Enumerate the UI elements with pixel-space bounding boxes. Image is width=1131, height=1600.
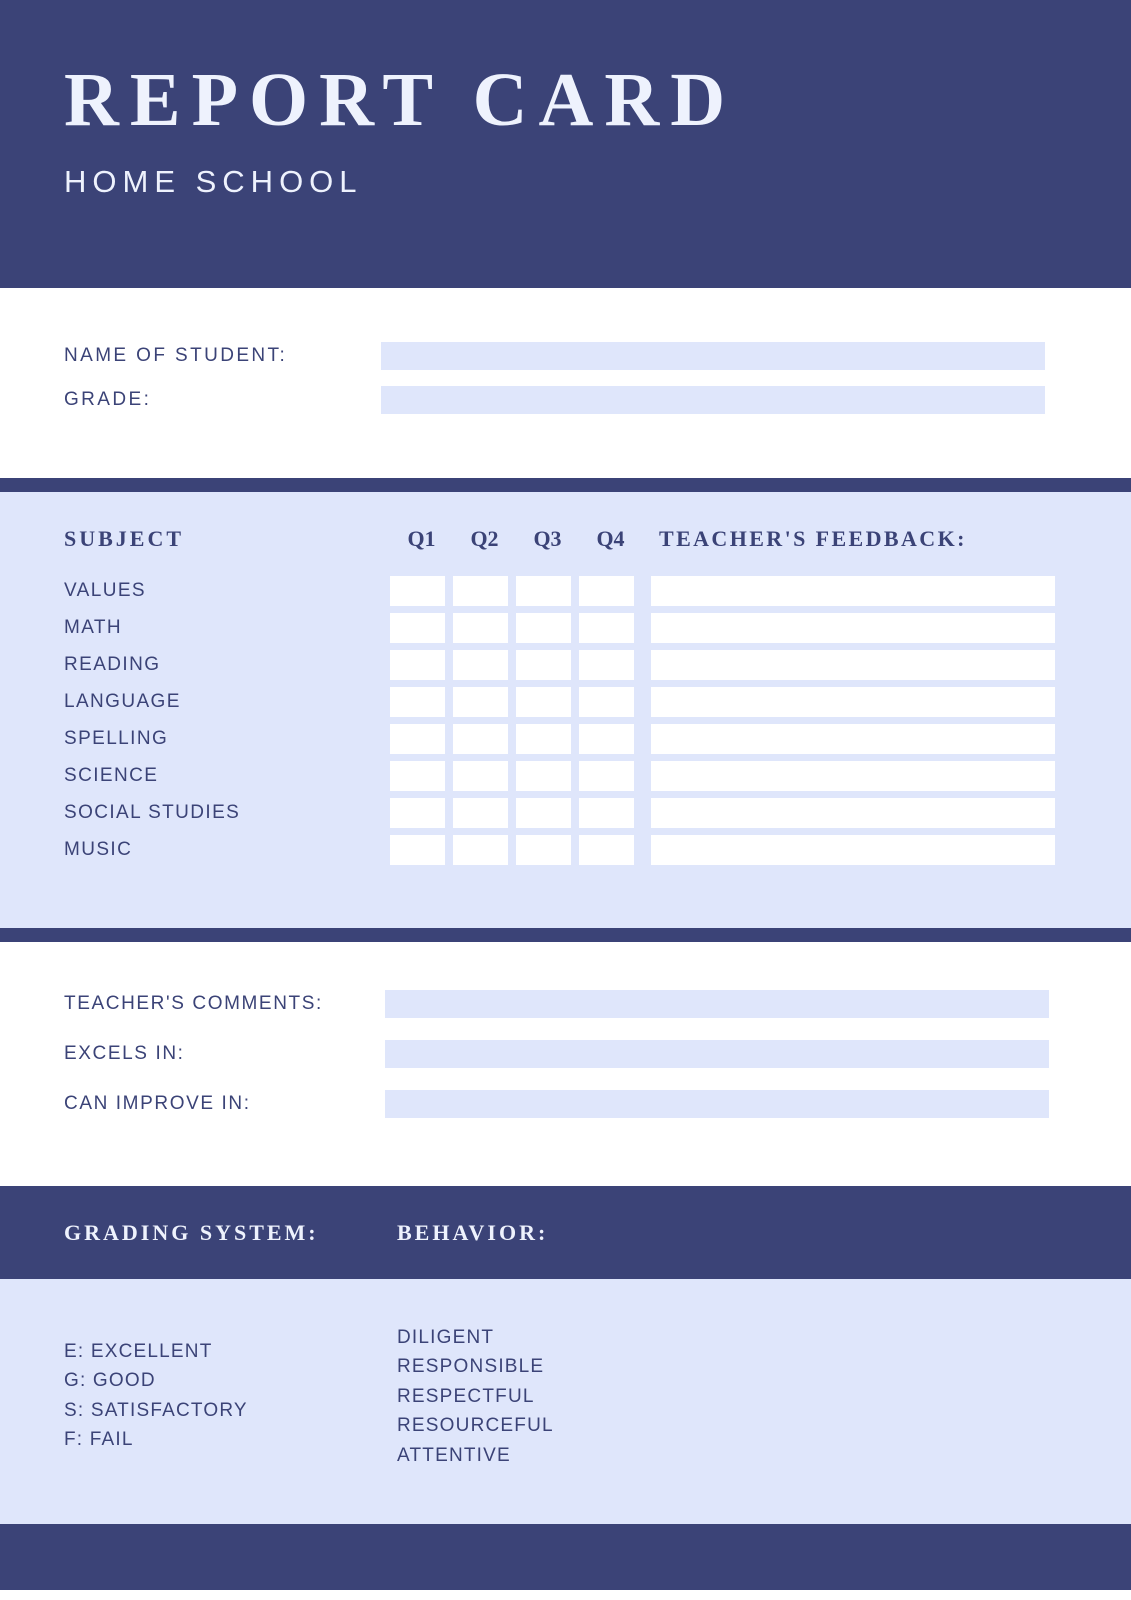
behavior-title: BEHAVIOR: — [397, 1219, 549, 1245]
header-subject: SUBJECT — [64, 526, 185, 551]
feedback-cell[interactable] — [651, 724, 1055, 754]
subjects-section — [0, 492, 1131, 928]
header-q3: Q3 — [533, 526, 562, 551]
subjects-table-header — [0, 526, 1131, 552]
grade-cell-q1[interactable] — [390, 724, 445, 754]
subject-label: SOCIAL STUDIES — [64, 802, 241, 823]
header-feedback: TEACHER'S FEEDBACK: — [659, 526, 967, 551]
teacher-comments-label: TEACHER'S COMMENTS: — [64, 993, 323, 1014]
list-item: RESOURCEFUL — [397, 1415, 554, 1437]
page-title: REPORT CARD — [64, 58, 737, 142]
grade-cell-q1[interactable] — [390, 687, 445, 717]
student-grade-label: GRADE: — [64, 389, 152, 410]
grade-cell-q3[interactable] — [516, 687, 571, 717]
table-row — [0, 613, 1131, 643]
legend-body — [0, 1279, 1131, 1524]
teacher-comments-row — [0, 990, 1131, 1018]
divider-bar-bottom — [0, 928, 1131, 942]
grade-cell-q3[interactable] — [516, 576, 571, 606]
header-q2: Q2 — [470, 526, 499, 551]
feedback-cell[interactable] — [651, 576, 1055, 606]
feedback-cell[interactable] — [651, 798, 1055, 828]
grade-cell-q2[interactable] — [453, 761, 508, 791]
header-q4: Q4 — [596, 526, 625, 551]
grade-cell-q4[interactable] — [579, 687, 634, 717]
grade-cell-q2[interactable] — [453, 650, 508, 680]
table-row — [0, 798, 1131, 828]
feedback-cell[interactable] — [651, 650, 1055, 680]
grade-cell-q3[interactable] — [516, 724, 571, 754]
subject-label: MATH — [64, 617, 123, 638]
list-item: RESPONSIBLE — [397, 1356, 545, 1378]
grade-cell-q3[interactable] — [516, 761, 571, 791]
list-item: DILIGENT — [397, 1327, 495, 1348]
grade-cell-q3[interactable] — [516, 650, 571, 680]
grading-system-title: GRADING SYSTEM: — [64, 1219, 319, 1245]
grade-cell-q3[interactable] — [516, 613, 571, 643]
grade-cell-q2[interactable] — [453, 798, 508, 828]
grade-cell-q1[interactable] — [390, 798, 445, 828]
excels-in-row — [0, 1040, 1131, 1068]
can-improve-in-label: CAN IMPROVE IN: — [64, 1093, 251, 1114]
grade-cell-q4[interactable] — [579, 724, 634, 754]
divider-bar-top — [0, 478, 1131, 492]
list-item: F: FAIL — [64, 1429, 134, 1451]
can-improve-in-row — [0, 1090, 1131, 1118]
legend-header — [0, 1186, 1131, 1279]
table-row — [0, 576, 1131, 606]
grade-cell-q1[interactable] — [390, 613, 445, 643]
grade-cell-q1[interactable] — [390, 835, 445, 865]
page-footer — [0, 1524, 1131, 1590]
teacher-comments-input[interactable] — [385, 990, 1049, 1018]
student-grade-input[interactable] — [381, 386, 1045, 414]
table-row — [0, 650, 1131, 680]
header-q1: Q1 — [407, 526, 436, 551]
grade-cell-q1[interactable] — [390, 761, 445, 791]
grade-cell-q4[interactable] — [579, 761, 634, 791]
excels-in-label: EXCELS IN: — [64, 1043, 185, 1064]
grading-system-list — [64, 1337, 397, 1524]
student-name-input[interactable] — [381, 342, 1045, 370]
grade-cell-q1[interactable] — [390, 576, 445, 606]
list-item: RESPECTFUL — [397, 1385, 535, 1407]
grade-cell-q2[interactable] — [453, 687, 508, 717]
grade-cell-q3[interactable] — [516, 798, 571, 828]
subject-label: LANGUAGE — [64, 691, 181, 712]
grade-cell-q4[interactable] — [579, 798, 634, 828]
student-info-section — [0, 288, 1131, 478]
table-row — [0, 687, 1131, 717]
grade-cell-q4[interactable] — [579, 576, 634, 606]
feedback-cell[interactable] — [651, 761, 1055, 791]
grade-cell-q2[interactable] — [453, 724, 508, 754]
comments-section — [0, 942, 1131, 1186]
student-name-label: NAME OF STUDENT: — [64, 345, 288, 366]
list-item: E: EXCELLENT — [64, 1341, 213, 1362]
grade-cell-q4[interactable] — [579, 613, 634, 643]
list-item: S: SATISFACTORY — [64, 1399, 248, 1421]
table-row — [0, 761, 1131, 791]
subject-label: SCIENCE — [64, 765, 159, 786]
behavior-list — [397, 1327, 554, 1524]
grade-cell-q4[interactable] — [579, 835, 634, 865]
subject-label: VALUES — [64, 580, 146, 601]
page-header — [0, 0, 1131, 288]
grade-cell-q4[interactable] — [579, 650, 634, 680]
grade-cell-q3[interactable] — [516, 835, 571, 865]
subject-label: SPELLING — [64, 728, 169, 749]
list-item: ATTENTIVE — [397, 1444, 511, 1466]
grade-cell-q2[interactable] — [453, 613, 508, 643]
feedback-cell[interactable] — [651, 835, 1055, 865]
excels-in-input[interactable] — [385, 1040, 1049, 1068]
page-subtitle: HOME SCHOOL — [64, 164, 363, 199]
feedback-cell[interactable] — [651, 687, 1055, 717]
student-name-row — [0, 342, 1131, 370]
grade-cell-q2[interactable] — [453, 576, 508, 606]
grade-cell-q1[interactable] — [390, 650, 445, 680]
can-improve-in-input[interactable] — [385, 1090, 1049, 1118]
table-row — [0, 835, 1131, 865]
list-item: G: GOOD — [64, 1370, 156, 1392]
student-grade-row — [0, 386, 1131, 414]
grade-cell-q2[interactable] — [453, 835, 508, 865]
table-row — [0, 724, 1131, 754]
subject-label: MUSIC — [64, 839, 133, 860]
subject-label: READING — [64, 654, 161, 675]
feedback-cell[interactable] — [651, 613, 1055, 643]
